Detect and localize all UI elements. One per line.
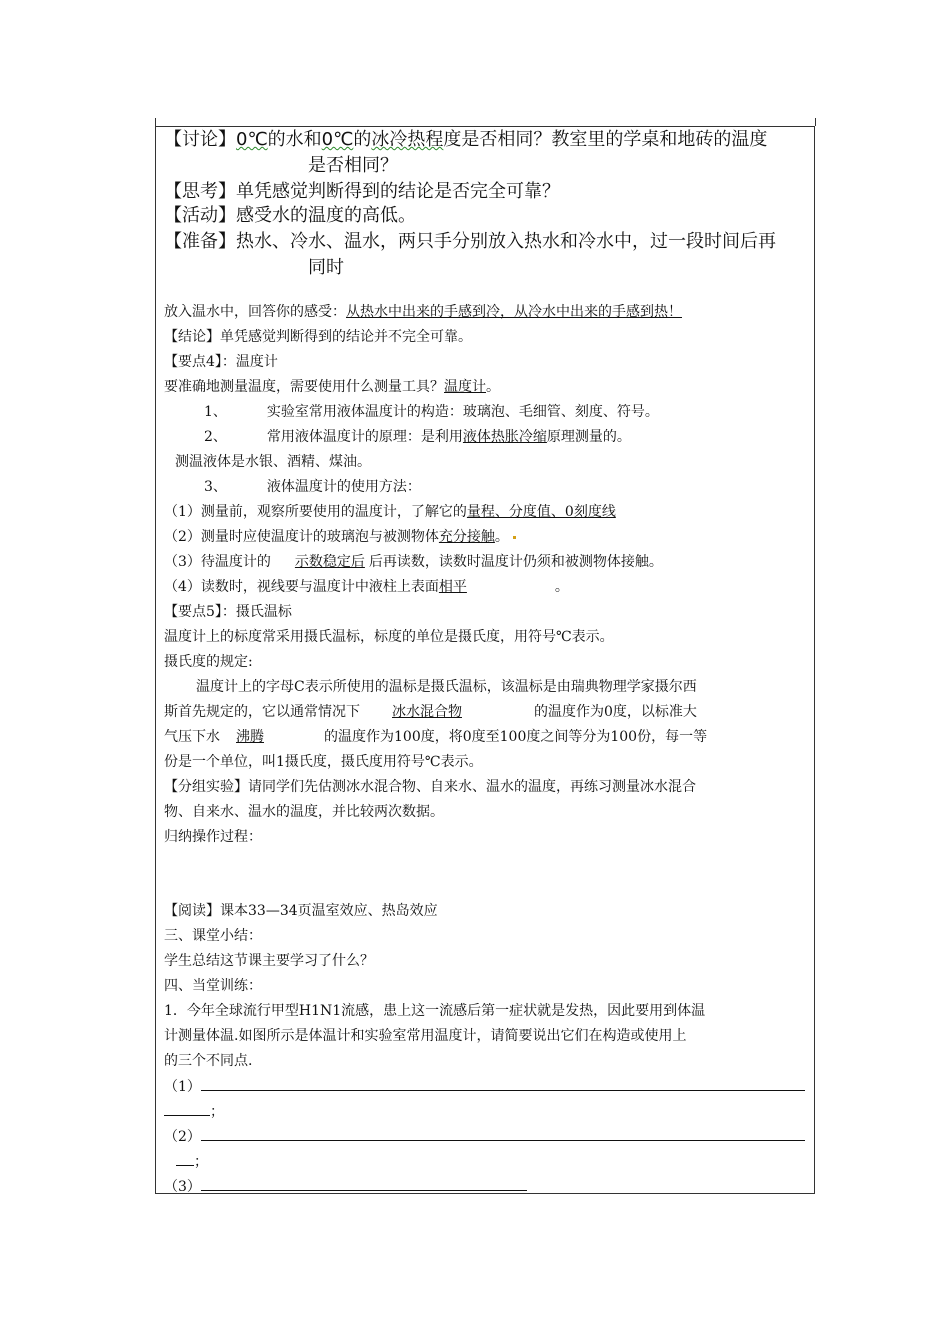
celsius-paragraph-line-1: 温度计上的字母C表示所使用的温标是摄氏温标，该温标是由瑞典物理学家摄尔西 bbox=[196, 679, 697, 695]
step-4-period: 。 bbox=[554, 579, 569, 595]
celsius-scale-intro: 温度计上的标度常采用摄氏温标，标度的单位是摄氏度，用符号℃表示。 bbox=[164, 629, 614, 645]
step-3-suffix: 后再读数，读数时温度计仍须和被测物体接触。 bbox=[368, 554, 663, 570]
answer-3-label: （3） bbox=[164, 1179, 201, 1195]
section-4-heading: 四、当堂训练： bbox=[164, 978, 262, 994]
answer-2-label: （2） bbox=[164, 1129, 201, 1145]
step-3-prompt: （3）待温度计的 bbox=[164, 554, 271, 570]
principle-suffix: 原理测量的。 bbox=[546, 429, 631, 445]
answer-row-1-continuation bbox=[164, 1101, 224, 1122]
ice-water-answer: 冰水混合物 bbox=[392, 704, 462, 720]
principle-answer: 液体热胀冷缩 bbox=[462, 429, 547, 445]
boiling-answer: 沸腾 bbox=[236, 729, 264, 745]
usage-step-4 bbox=[164, 577, 569, 597]
item-number-1: 1、 bbox=[204, 404, 227, 420]
usage-step-3 bbox=[164, 552, 663, 572]
liquid-types-line: 测温液体是水银、酒精、煤油。 bbox=[175, 454, 371, 470]
structure-line bbox=[204, 402, 659, 422]
feeling-prompt: 放入温水中，回答你的感受： bbox=[164, 304, 346, 320]
ice-water-suffix: 的温度作为0度，以标准大 bbox=[534, 704, 697, 720]
discuss-continuation: 是否相同？ bbox=[308, 155, 398, 176]
step-4-answer: 相平 bbox=[438, 579, 467, 595]
answer-2-field[interactable] bbox=[201, 1126, 805, 1141]
section-3-heading: 三、课堂小结： bbox=[164, 928, 262, 944]
exercise-1-line-2: 计测量体温.如图所示是体温计和实验室常用温度计，请简要说出它们在构造或使用上 bbox=[164, 1028, 687, 1044]
step-2-answer: 充分接触 bbox=[438, 529, 495, 545]
usage-heading: 液体温度计的使用方法： bbox=[266, 479, 421, 495]
think-line bbox=[164, 180, 560, 204]
table-border-corner-left bbox=[155, 118, 164, 126]
answer-1-field[interactable] bbox=[201, 1076, 805, 1091]
feeling-answer: 从热水中出来的手感到冷，从冷水中出来的手感到热！ bbox=[346, 304, 682, 320]
principle-line bbox=[204, 427, 631, 447]
celsius-paragraph-line-3 bbox=[164, 727, 707, 747]
prep-tag: 【准备】 bbox=[164, 231, 236, 252]
activity-tag: 【活动】 bbox=[164, 205, 236, 226]
group-experiment-line-1: 【分组实验】请同学们先估测冰水混合物、自来水、温水的温度，再练习测量冰水混合 bbox=[164, 779, 696, 795]
answer-row-2 bbox=[164, 1126, 805, 1147]
celsius-paragraph-line-2 bbox=[164, 702, 697, 722]
step-1-answer: 量程、分度值、0刻度线 bbox=[466, 504, 616, 520]
discuss-wavy-phrase: 冰冷热程 bbox=[371, 129, 444, 150]
step-2-period: 。 bbox=[494, 529, 509, 545]
activity-text: 感受水的温度的高低。 bbox=[236, 205, 416, 226]
key-point-4-heading: 【要点4】：温度计 bbox=[164, 354, 278, 370]
usage-heading-line bbox=[204, 477, 421, 497]
discuss-tag: 【讨论】 bbox=[164, 129, 236, 150]
prep-text: 热水、冷水、温水，两只手分别放入热水和冷水中，过一段时间后再 bbox=[236, 231, 776, 252]
activity-line bbox=[164, 204, 416, 228]
answer-row-2-continuation bbox=[176, 1151, 208, 1172]
answer-2-field-cont[interactable] bbox=[176, 1151, 194, 1166]
answer-3-field[interactable] bbox=[201, 1176, 527, 1191]
structure-text: 实验室常用液体温度计的构造：玻璃泡、毛细管、刻度、符号。 bbox=[266, 404, 659, 420]
item-number-3: 3、 bbox=[204, 479, 227, 495]
reading-assignment: 【阅读】课本33—34页温室效应、热岛效应 bbox=[164, 903, 438, 919]
tool-answer: 温度计 bbox=[444, 379, 486, 395]
step-1-prompt: （1）测量前，观察所要使用的温度计，了解它的 bbox=[164, 504, 467, 520]
think-tag: 【思考】 bbox=[164, 181, 236, 202]
answer-1-end: ； bbox=[210, 1104, 224, 1120]
exercise-1-line-1: 1．今年全球流行甲型H1N1流感，患上这一流感后第一症状就是发热，因此要用到体温 bbox=[164, 1003, 706, 1019]
item-number-2: 2、 bbox=[204, 429, 227, 445]
usage-step-1 bbox=[164, 502, 616, 522]
step-3-answer: 示数稳定后 bbox=[294, 554, 365, 570]
answer-2-end: ； bbox=[194, 1154, 208, 1170]
group-experiment-line-2: 物、自来水、温水的温度，并比较两次数据。 bbox=[164, 804, 444, 820]
step-2-prompt: （2）测量时应使温度计的玻璃泡与被测物体 bbox=[164, 529, 439, 545]
boiling-suffix: 的温度作为100度，将0度至100度之间等分为100份，每一等 bbox=[324, 729, 708, 745]
zero-celsius-1: 0℃ bbox=[236, 129, 268, 150]
conclusion-line: 【结论】单凭感觉判断得到的结论并不完全可靠。 bbox=[164, 329, 472, 345]
celsius-definition-heading: 摄氏度的规定: bbox=[164, 654, 253, 670]
discuss-line bbox=[164, 128, 767, 152]
tool-period: 。 bbox=[486, 379, 500, 395]
prep-line bbox=[164, 230, 776, 254]
procedure-summary-label: 归纳操作过程： bbox=[164, 829, 262, 845]
key-point-5-heading: 【要点5】：摄氏温标 bbox=[164, 604, 292, 620]
celsius-paragraph-line-4: 份是一个单位，叫1摄氏度，摄氏度用符号℃表示。 bbox=[164, 754, 483, 770]
summary-prompt: 学生总结这节课主要学习了什么？ bbox=[164, 953, 374, 969]
answer-row-1 bbox=[164, 1076, 805, 1097]
tool-question-line bbox=[164, 377, 500, 397]
answer-1-field-cont[interactable] bbox=[164, 1101, 210, 1116]
feeling-answer-line bbox=[164, 302, 682, 322]
zero-celsius-2: 0℃ bbox=[321, 129, 354, 150]
discuss-text-2: 的 bbox=[353, 129, 372, 150]
boiling-prompt: 气压下水 bbox=[164, 729, 220, 745]
prep-continuation: 同时 bbox=[308, 257, 344, 278]
exercise-1-line-3: 的三个不同点. bbox=[164, 1053, 253, 1069]
tool-question: 要准确地测量温度，需要使用什么测量工具？ bbox=[164, 379, 444, 395]
answer-row-3 bbox=[164, 1176, 527, 1197]
ice-water-prompt: 斯首先规定的，它以通常情况下 bbox=[164, 704, 360, 720]
discuss-text-3: 度是否相同？教室里的学桌和地砖的温度 bbox=[443, 129, 768, 150]
step-4-prompt: （4）读数时，视线要与温度计中液柱上表面 bbox=[164, 579, 439, 595]
table-border-corner-right bbox=[807, 118, 816, 126]
usage-step-2 bbox=[164, 527, 516, 547]
principle-prompt: 常用液体温度计的原理：是利用 bbox=[266, 429, 463, 445]
discuss-text-1: 的水和 bbox=[267, 129, 322, 150]
answer-1-label: （1） bbox=[164, 1079, 201, 1095]
marker-dot bbox=[513, 536, 516, 539]
think-text: 单凭感觉判断得到的结论是否完全可靠？ bbox=[236, 181, 560, 202]
